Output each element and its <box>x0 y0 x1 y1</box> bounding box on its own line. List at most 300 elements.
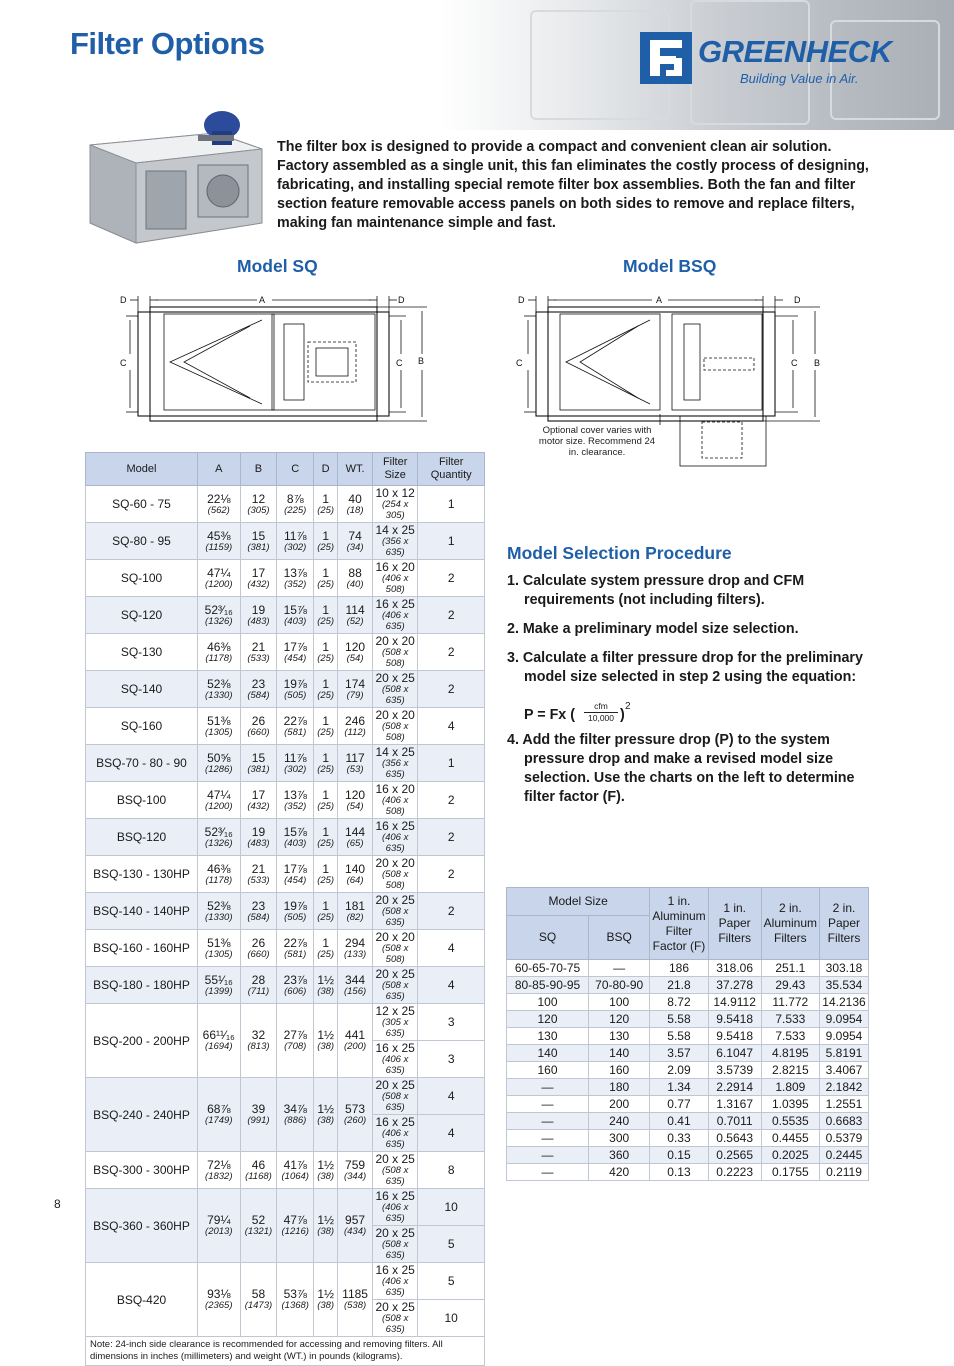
dim-a-label: A <box>259 295 266 305</box>
aluminum-2in-factor-cell: 1.809 <box>761 1079 819 1096</box>
dim-b-cell <box>240 819 277 856</box>
filter-size-cell-metric: (406 x 508) <box>381 573 409 595</box>
model-cell: BSQ-70 - 80 - 90 <box>86 745 198 782</box>
column-header: WT. <box>338 453 373 486</box>
dim-d-left-label: D <box>120 295 127 305</box>
dim-a-cell-metric: (1399) <box>205 985 233 997</box>
column-header: SQ <box>507 916 589 960</box>
filter-size-cell-metric: (305 x 635) <box>381 1017 409 1039</box>
model-cell: BSQ-300 - 300HP <box>86 1152 198 1189</box>
sq-size-cell: 140 <box>507 1045 589 1062</box>
dim-b-cell-metric: (584) <box>247 911 270 923</box>
filter-quantity-cell: 2 <box>418 597 485 634</box>
dim-c-cell-metric: (454) <box>284 652 307 664</box>
dim-a-cell <box>198 1263 241 1337</box>
sq-size-cell: — <box>507 1164 589 1181</box>
filter-quantity-cell: 1 <box>418 745 485 782</box>
aluminum-1in-factor-cell: 2.09 <box>650 1062 708 1079</box>
dim-a-cell <box>198 1189 241 1263</box>
filter-size-cell-metric: (508 x 635) <box>381 980 409 1002</box>
dim-d-cell <box>314 486 338 523</box>
aluminum-1in-factor-cell: 5.58 <box>650 1011 708 1028</box>
filter-quantity-cell: 10 <box>418 1300 485 1337</box>
dim-c-cell-metric: (403) <box>284 615 307 627</box>
filter-size-cell-metric: (508 x 635) <box>381 1165 409 1187</box>
equation-numerator: cfm <box>584 701 618 713</box>
dim-c-left-label: C <box>120 358 127 368</box>
filter-box-product-image <box>86 105 266 250</box>
dim-b-cell <box>240 1152 277 1189</box>
paper-2in-factor-cell: 303.18 <box>820 960 869 977</box>
filter-quantity-cell: 2 <box>418 893 485 930</box>
filter-size-cell-metric: (406 x 508) <box>381 795 409 817</box>
dim-a-cell-metric: (1178) <box>205 874 233 886</box>
sq-size-cell: 130 <box>507 1028 589 1045</box>
weight-cell-metric: (54) <box>346 800 364 812</box>
weight-cell-inches: 144 <box>345 824 366 839</box>
dim-d-cell-metric: (25) <box>317 837 335 849</box>
dim-b-cell-metric: (381) <box>247 541 270 553</box>
dim-a-cell-inches: 47¼ <box>207 565 231 580</box>
weight-cell-inches: 441 <box>345 1028 366 1042</box>
dim-d-cell <box>314 1189 338 1263</box>
filter-size-cell-inches: 10 x 12 <box>375 486 415 500</box>
model-cell: BSQ-130 - 130HP <box>86 856 198 893</box>
weight-cell-inches: 174 <box>345 676 366 691</box>
dim-b-cell-inches: 23 <box>251 676 266 691</box>
weight-cell-metric: (65) <box>346 837 364 849</box>
dim-b-cell-metric: (533) <box>247 652 270 664</box>
dim-b-cell <box>240 930 277 967</box>
bsq-size-cell: — <box>589 960 650 977</box>
dim-c-cell-inches: 11⅞ <box>284 750 307 765</box>
dim-b-cell-metric: (432) <box>247 578 270 590</box>
weight-cell <box>338 1189 373 1263</box>
dim-c-cell-inches: 41⅞ <box>283 1157 307 1172</box>
dim-d-cell <box>314 967 338 1004</box>
sq-size-cell: 100 <box>507 994 589 1011</box>
dim-b-cell-metric: (1473) <box>244 1300 273 1311</box>
dim-b-cell-inches: 39 <box>251 1102 266 1116</box>
dim-a-cell <box>198 856 241 893</box>
dim-c-cell <box>277 560 314 597</box>
equation-fraction <box>584 701 618 724</box>
filter-size-cell-metric: (406 x 635) <box>381 1128 409 1150</box>
dim-d-cell-metric: (38) <box>317 1226 335 1237</box>
dim-a-cell <box>198 523 241 560</box>
table-row <box>507 960 869 977</box>
dim-c-cell-inches: 22⅞ <box>283 935 307 950</box>
dim-d-cell-inches: 1 <box>322 713 329 728</box>
paper-1in-factor-cell: 37.278 <box>708 977 761 994</box>
filter-quantity-cell: 2 <box>418 782 485 819</box>
weight-cell-inches: 344 <box>345 972 366 987</box>
filter-size-cell <box>372 1189 417 1226</box>
dim-d-left-label: D <box>518 295 525 305</box>
filter-size-cell-metric: (406 x 635) <box>381 832 409 854</box>
dim-a-cell <box>198 671 241 708</box>
sq-size-cell: — <box>507 1079 589 1096</box>
filter-size-cell <box>372 523 417 560</box>
dim-b-cell-metric: (381) <box>247 763 270 775</box>
column-header: Filter Size <box>372 453 417 486</box>
table-row <box>86 486 485 523</box>
filter-size-cell-metric: (406 x 635) <box>381 1276 409 1298</box>
weight-cell <box>338 1152 373 1189</box>
dim-d-cell <box>314 560 338 597</box>
dim-d-cell-metric: (25) <box>317 911 335 923</box>
weight-cell <box>338 597 373 634</box>
table-row <box>507 1130 869 1147</box>
dim-d-cell-metric: (38) <box>317 1115 335 1126</box>
dim-c-cell-metric: (302) <box>284 763 307 775</box>
table-row <box>86 745 485 782</box>
dim-c-left-label: C <box>516 358 523 368</box>
column-header: C <box>277 453 314 486</box>
filter-size-cell <box>372 597 417 634</box>
paper-1in-factor-cell: 0.5643 <box>708 1130 761 1147</box>
dim-b-cell-metric: (1168) <box>245 1170 272 1182</box>
dim-c-cell <box>277 486 314 523</box>
filter-size-cell <box>372 1078 417 1115</box>
dim-d-cell-metric: (38) <box>317 1300 335 1311</box>
sq-size-cell: — <box>507 1113 589 1130</box>
dim-c-cell-metric: (352) <box>284 800 307 812</box>
dim-c-cell-inches: 47⅞ <box>283 1213 307 1227</box>
dim-a-cell-inches: 79¼ <box>207 1213 231 1227</box>
bsq-size-cell: 300 <box>589 1130 650 1147</box>
filter-size-cell-metric: (406 x 635) <box>381 610 409 632</box>
model-cell: BSQ-360 - 360HP <box>86 1189 198 1263</box>
dim-b-cell-inches: 21 <box>251 861 266 876</box>
dim-d-cell-inches: 1 <box>322 787 329 802</box>
aluminum-1in-factor-cell: 0.41 <box>650 1113 708 1130</box>
bsq-size-cell: 130 <box>589 1028 650 1045</box>
dim-d-right-label: D <box>398 295 405 305</box>
filter-size-cell <box>372 634 417 671</box>
weight-cell <box>338 560 373 597</box>
brand-tagline: Building Value in Air. <box>740 71 859 86</box>
bsq-size-cell: 100 <box>589 994 650 1011</box>
weight-cell-metric: (79) <box>346 689 364 701</box>
dim-c-cell <box>277 634 314 671</box>
filter-size-cell-inches: 16 x 25 <box>375 819 415 833</box>
paper-1in-factor-cell: 0.7011 <box>708 1113 761 1130</box>
weight-cell-metric: (34) <box>346 541 364 553</box>
column-header: D <box>314 453 338 486</box>
filter-size-cell-inches: 16 x 25 <box>375 1041 415 1055</box>
dim-d-cell-inches: 1½ <box>317 1157 334 1172</box>
weight-cell <box>338 708 373 745</box>
dim-b-label: B <box>418 356 425 366</box>
filter-size-cell-inches: 20 x 25 <box>375 893 415 907</box>
dim-c-cell-metric: (505) <box>284 689 307 701</box>
sq-size-cell: — <box>507 1130 589 1147</box>
dim-c-cell-metric: (505) <box>284 911 307 923</box>
table-row <box>86 1189 485 1226</box>
weight-cell-inches: 759 <box>345 1157 366 1172</box>
dim-d-cell-inches: 1½ <box>317 972 334 987</box>
dim-d-cell <box>314 1004 338 1078</box>
dim-c-cell-inches: 27⅞ <box>283 1028 307 1042</box>
dim-a-cell-metric: (1159) <box>205 541 233 553</box>
dim-c-cell <box>277 708 314 745</box>
paper-2in-factor-cell: 3.4067 <box>820 1062 869 1079</box>
dim-c-cell <box>277 1263 314 1337</box>
filter-size-cell-inches: 20 x 20 <box>375 856 415 870</box>
dim-b-cell-metric: (711) <box>247 985 270 997</box>
dim-c-cell-metric: (403) <box>284 837 307 849</box>
dim-b-cell-inches: 26 <box>251 935 266 950</box>
weight-cell-inches: 957 <box>345 1213 366 1227</box>
dim-d-cell-metric: (25) <box>317 726 335 738</box>
column-header: Model Size <box>507 888 650 916</box>
model-sq-heading: Model SQ <box>237 256 318 276</box>
dim-b-label: B <box>814 358 821 368</box>
filter-quantity-cell: 4 <box>418 708 485 745</box>
filter-quantity-cell: 5 <box>418 1263 485 1300</box>
dim-b-cell <box>240 1263 277 1337</box>
dim-c-cell-inches: 13⅞ <box>283 787 307 802</box>
dim-c-cell-inches: 34⅞ <box>283 1102 307 1116</box>
filter-size-cell-inches: 16 x 25 <box>375 597 415 611</box>
dim-b-cell <box>240 1004 277 1078</box>
dim-a-cell <box>198 1004 241 1078</box>
dimensions-table <box>85 452 485 1366</box>
paper-1in-factor-cell: 0.2223 <box>708 1164 761 1181</box>
weight-cell-inches: 120 <box>345 787 366 802</box>
model-cell: BSQ-420 <box>86 1263 198 1337</box>
filter-size-cell <box>372 1115 417 1152</box>
weight-cell-metric: (53) <box>346 763 364 775</box>
model-bsq-heading: Model BSQ <box>623 256 717 276</box>
dim-d-cell-metric: (25) <box>317 578 335 590</box>
dim-d-cell-inches: 1½ <box>317 1028 334 1042</box>
paper-1in-factor-cell: 318.06 <box>708 960 761 977</box>
dim-c-cell-metric: (606) <box>284 985 307 997</box>
dim-a-cell-inches: 22⅛ <box>207 491 231 506</box>
dim-c-cell <box>277 893 314 930</box>
aluminum-2in-factor-cell: 0.5535 <box>761 1113 819 1130</box>
bsq-size-cell: 140 <box>589 1045 650 1062</box>
dim-c-cell-inches: 8⅞ <box>286 491 304 506</box>
dim-c-cell-inches: 15⅞ <box>283 602 307 617</box>
filter-size-cell <box>372 819 417 856</box>
dim-b-cell <box>240 967 277 1004</box>
dim-d-cell-metric: (25) <box>317 504 335 516</box>
dim-c-cell-inches: 19⅞ <box>283 676 307 691</box>
weight-cell-inches: 40 <box>348 491 362 506</box>
dim-a-cell-inches: 47¼ <box>207 787 231 802</box>
aluminum-1in-factor-cell: 0.33 <box>650 1130 708 1147</box>
dim-d-cell-inches: 1 <box>322 565 329 580</box>
dim-b-cell-inches: 17 <box>251 565 266 580</box>
filter-size-cell <box>372 930 417 967</box>
filter-size-cell <box>372 486 417 523</box>
dim-d-cell <box>314 671 338 708</box>
weight-cell <box>338 1078 373 1152</box>
filter-size-cell-metric: (356 x 635) <box>381 758 409 780</box>
dim-a-cell-inches: 46⅜ <box>207 861 231 876</box>
dim-a-cell <box>198 967 241 1004</box>
filter-size-cell <box>372 856 417 893</box>
bsq-size-cell: 200 <box>589 1096 650 1113</box>
dim-c-cell-metric: (1368) <box>281 1300 309 1311</box>
filter-size-cell-inches: 20 x 20 <box>375 634 415 648</box>
sq-size-cell: 60-65-70-75 <box>507 960 589 977</box>
dim-c-cell <box>277 967 314 1004</box>
dim-b-cell-inches: 21 <box>251 639 266 654</box>
aluminum-2in-factor-cell: 7.533 <box>761 1028 819 1045</box>
dim-d-cell-metric: (25) <box>317 541 335 553</box>
column-header: 2 in. Paper Filters <box>820 888 869 960</box>
filter-size-cell-inches: 16 x 20 <box>375 782 415 796</box>
dim-b-cell-inches: 23 <box>251 898 266 913</box>
dim-b-cell-inches: 32 <box>251 1028 266 1042</box>
table-row <box>86 1078 485 1115</box>
dim-d-cell <box>314 893 338 930</box>
dim-a-cell <box>198 1152 241 1189</box>
paper-2in-factor-cell: 0.2119 <box>820 1164 869 1181</box>
equation-rhs: ) <box>620 707 625 723</box>
dim-d-cell-inches: 1 <box>322 528 329 543</box>
selection-steps <box>507 572 867 817</box>
paper-1in-factor-cell: 6.1047 <box>708 1045 761 1062</box>
dim-c-cell-inches: 23⅞ <box>283 972 307 987</box>
dim-b-cell <box>240 671 277 708</box>
model-cell: SQ-130 <box>86 634 198 671</box>
paper-2in-factor-cell: 1.2551 <box>820 1096 869 1113</box>
dim-a-cell-metric: (1832) <box>205 1170 233 1182</box>
model-cell: SQ-80 - 95 <box>86 523 198 560</box>
filter-size-cell <box>372 560 417 597</box>
weight-cell-inches: 140 <box>345 861 366 876</box>
paper-2in-factor-cell: 0.2445 <box>820 1147 869 1164</box>
column-header: B <box>240 453 277 486</box>
dim-b-cell-inches: 19 <box>251 824 266 839</box>
filter-size-cell-metric: (508 x 635) <box>381 1239 409 1261</box>
dim-b-cell-inches: 26 <box>251 713 266 728</box>
filter-quantity-cell: 10 <box>418 1189 485 1226</box>
dim-c-right-label: C <box>791 358 798 368</box>
dimensions-table-header <box>86 453 485 486</box>
dim-d-cell <box>314 930 338 967</box>
filter-size-cell <box>372 1041 417 1078</box>
dim-d-cell-metric: (25) <box>317 763 335 775</box>
filter-size-cell-inches: 20 x 25 <box>375 1078 415 1092</box>
table-row <box>86 1263 485 1300</box>
dim-c-cell-inches: 53⅞ <box>283 1287 307 1301</box>
dim-c-cell-metric: (886) <box>284 1115 307 1126</box>
dim-d-cell-metric: (25) <box>317 689 335 701</box>
bsq-size-cell: 240 <box>589 1113 650 1130</box>
weight-cell-metric: (112) <box>344 726 366 738</box>
model-cell: SQ-60 - 75 <box>86 486 198 523</box>
table-row <box>507 1011 869 1028</box>
bsq-size-cell: 70-80-90 <box>589 977 650 994</box>
dim-b-cell <box>240 893 277 930</box>
dim-d-cell-inches: 1 <box>322 639 329 654</box>
filter-size-cell-inches: 20 x 20 <box>375 708 415 722</box>
weight-cell-inches: 573 <box>345 1102 366 1116</box>
dim-a-cell <box>198 819 241 856</box>
filter-quantity-cell: 2 <box>418 560 485 597</box>
model-cell: BSQ-100 <box>86 782 198 819</box>
dim-c-cell <box>277 523 314 560</box>
dim-c-cell <box>277 782 314 819</box>
filter-size-cell <box>372 893 417 930</box>
weight-cell-metric: (54) <box>346 652 364 664</box>
sq-size-cell: 120 <box>507 1011 589 1028</box>
paper-1in-factor-cell: 3.5739 <box>708 1062 761 1079</box>
model-cell: BSQ-200 - 200HP <box>86 1004 198 1078</box>
table-row <box>86 819 485 856</box>
dim-c-cell-inches: 19⅞ <box>283 898 307 913</box>
weight-cell <box>338 1263 373 1337</box>
step-3: 3. Calculate a filter pressure drop for the preliminary model size selected in step 2 using the equation: <box>507 650 863 685</box>
dim-a-cell-metric: (1694) <box>205 1041 233 1052</box>
weight-cell-metric: (40) <box>346 578 364 590</box>
filter-quantity-cell: 2 <box>418 634 485 671</box>
model-cell: SQ-120 <box>86 597 198 634</box>
dim-a-cell <box>198 1078 241 1152</box>
dim-b-cell-metric: (483) <box>247 837 270 849</box>
dim-c-cell <box>277 1189 314 1263</box>
dim-d-cell-inches: 1½ <box>317 1213 334 1227</box>
weight-cell-inches: 294 <box>345 935 366 950</box>
weight-cell-metric: (260) <box>343 1115 367 1126</box>
aluminum-2in-factor-cell: 4.8195 <box>761 1045 819 1062</box>
filter-size-cell-inches: 16 x 25 <box>375 1263 415 1277</box>
table-row <box>507 1079 869 1096</box>
bsq-size-cell: 120 <box>589 1011 650 1028</box>
filter-quantity-cell: 4 <box>418 967 485 1004</box>
dim-a-cell-inches: 52⅜ <box>207 898 231 913</box>
weight-cell-metric: (82) <box>346 911 364 923</box>
paper-2in-factor-cell: 35.534 <box>820 977 869 994</box>
dim-d-cell-inches: 1 <box>322 491 329 506</box>
weight-cell-metric: (156) <box>343 985 367 997</box>
dim-d-cell-metric: (38) <box>317 1041 335 1052</box>
filter-quantity-cell: 2 <box>418 819 485 856</box>
table-row <box>507 977 869 994</box>
table-row <box>86 597 485 634</box>
dim-b-cell <box>240 782 277 819</box>
filter-size-cell-inches: 20 x 25 <box>375 1300 415 1314</box>
paper-1in-factor-cell: 14.9112 <box>708 994 761 1011</box>
dim-d-cell-metric: (38) <box>317 1170 335 1182</box>
aluminum-2in-factor-cell: 29.43 <box>761 977 819 994</box>
filter-size-cell <box>372 1263 417 1300</box>
dim-d-cell-inches: 1½ <box>317 1287 334 1301</box>
dim-b-cell <box>240 486 277 523</box>
dim-d-cell <box>314 634 338 671</box>
dim-a-cell-metric: (1305) <box>205 948 233 960</box>
dim-b-cell-inches: 15 <box>251 750 266 765</box>
dim-b-cell-metric: (813) <box>247 1041 270 1052</box>
filter-quantity-cell: 3 <box>418 1041 485 1078</box>
model-cell: SQ-140 <box>86 671 198 708</box>
dim-d-cell <box>314 708 338 745</box>
dim-d-cell-inches: 1 <box>322 898 329 913</box>
dim-c-cell <box>277 1004 314 1078</box>
column-header: 2 in. Aluminum Filters <box>761 888 819 960</box>
table-row <box>86 856 485 893</box>
filter-quantity-cell: 4 <box>418 1115 485 1152</box>
aluminum-2in-factor-cell: 0.2025 <box>761 1147 819 1164</box>
dim-b-cell <box>240 708 277 745</box>
weight-cell-metric: (64) <box>346 874 364 886</box>
